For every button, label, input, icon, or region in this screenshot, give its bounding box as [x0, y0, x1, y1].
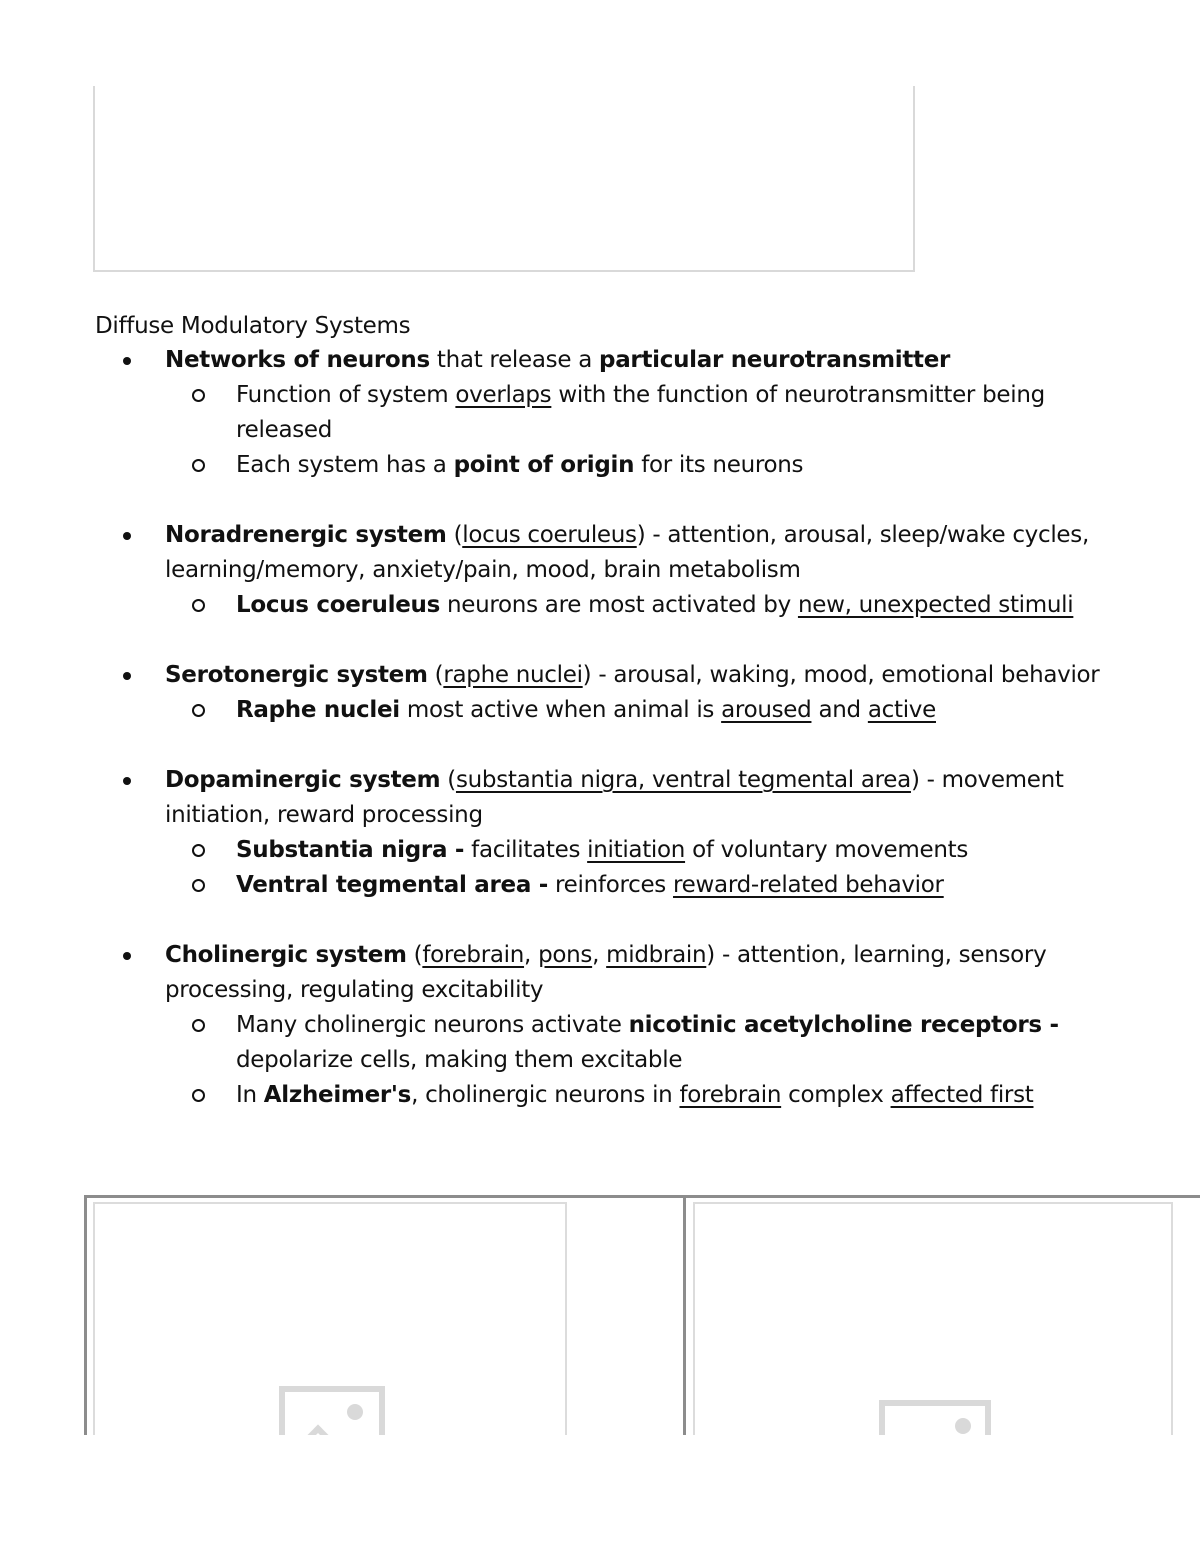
underlined-term: substantia nigra, ventral tegmental area — [455, 767, 911, 793]
table-divider — [683, 1195, 686, 1455]
circle-bullet-icon — [192, 1089, 205, 1102]
circle-bullet-icon — [192, 459, 205, 472]
bold-term: Raphe nuclei — [236, 697, 400, 723]
subbullet-alzheimers — [0, 1078, 1200, 1113]
underlined-term: aroused — [721, 697, 812, 723]
text: Function of system — [236, 382, 456, 408]
bullet-list — [0, 343, 1200, 1113]
underlined-term: new, unexpected stimuli — [797, 592, 1074, 618]
bullet-dot-icon — [123, 777, 131, 785]
text: ) - movement initiation, reward processing — [165, 767, 1064, 828]
underlined-term: raphe nuclei — [443, 662, 583, 688]
text: ( — [446, 522, 463, 548]
text: neurons are most activated by — [439, 592, 798, 618]
text: most active when animal is — [399, 697, 722, 723]
text: ( — [406, 942, 423, 968]
bold-term: Locus coeruleus — [236, 592, 440, 618]
bullet-dopaminergic — [0, 763, 1200, 833]
circle-bullet-icon — [192, 599, 205, 612]
underlined-term: overlaps — [455, 382, 552, 408]
bold-term: Networks of neurons — [165, 347, 430, 373]
text: , — [592, 942, 607, 968]
text: that release a — [429, 347, 600, 373]
sun-icon — [347, 1404, 363, 1420]
bold-term: Serotonergic system — [165, 662, 428, 688]
image-placeholder-top — [93, 86, 915, 272]
underlined-term: initiation — [587, 837, 686, 863]
subbullet-nicotinic — [0, 1008, 1200, 1078]
bullet-dot-icon — [123, 672, 131, 680]
text: In — [236, 1082, 264, 1108]
page-bottom-margin — [0, 1435, 1200, 1553]
underlined-term: reward-related behavior — [673, 872, 944, 898]
circle-bullet-icon — [192, 1019, 205, 1032]
bold-term: Cholinergic system — [165, 942, 407, 968]
text: , — [524, 942, 539, 968]
text: ) - attention, learning, sensory processing, regulating excitability — [165, 942, 1047, 1003]
bold-term: Substantia nigra - — [236, 837, 465, 863]
bold-term: Dopaminergic system — [165, 767, 441, 793]
underlined-term: pons — [538, 942, 593, 968]
underlined-term: active — [867, 697, 936, 723]
text: reinforces — [548, 872, 674, 898]
text: facilitates — [464, 837, 588, 863]
bold-term: Noradrenergic system — [165, 522, 447, 548]
text: ) - arousal, waking, mood, emotional behavior — [582, 662, 1100, 688]
text: Each system has a — [236, 452, 454, 478]
circle-bullet-icon — [192, 844, 205, 857]
underlined-term: midbrain — [606, 942, 707, 968]
image-placeholder-right — [693, 1202, 1173, 1462]
underlined-term: affected first — [890, 1082, 1034, 1108]
bold-term: particular neurotransmitter — [599, 347, 951, 373]
text: of voluntary movements — [685, 837, 969, 863]
text: ) - attention, arousal, sleep/wake cycles, learning/memory, anxiety/pain, mood, brain metabolism — [165, 522, 1089, 583]
subbullet-overlaps — [0, 378, 1200, 448]
text: Many cholinergic neurons activate — [236, 1012, 629, 1038]
text: and — [811, 697, 868, 723]
subbullet-locus-coeruleus — [0, 588, 1200, 623]
text: complex — [781, 1082, 891, 1108]
bullet-dot-icon — [123, 952, 131, 960]
text: with the function of neurotransmitter being released — [236, 382, 1045, 443]
text: for its neurons — [634, 452, 804, 478]
underlined-term: forebrain — [679, 1082, 782, 1108]
subbullet-raphe-nuclei — [0, 693, 1200, 728]
bold-term: Alzheimer's — [263, 1082, 412, 1108]
underlined-term: forebrain — [422, 942, 525, 968]
subbullet-ventral-tegmental — [0, 868, 1200, 903]
section-heading: Diffuse Modulatory Systems — [95, 313, 411, 339]
text: depolarize cells, making them excitable — [236, 1047, 683, 1073]
circle-bullet-icon — [192, 879, 205, 892]
text: ( — [440, 767, 456, 793]
subbullet-point-of-origin — [0, 448, 1200, 483]
bullet-dot-icon — [123, 532, 131, 540]
circle-bullet-icon — [192, 704, 205, 717]
underlined-term: locus coeruleus — [462, 522, 637, 548]
bullet-dot-icon — [123, 357, 131, 365]
bullet-serotonergic — [0, 658, 1200, 693]
bullet-networks — [0, 343, 1200, 378]
bold-term: point of origin — [453, 452, 635, 478]
text: , cholinergic neurons in — [411, 1082, 680, 1108]
bullet-cholinergic — [0, 938, 1200, 1008]
sun-icon — [955, 1418, 971, 1434]
image-placeholder-left — [93, 1202, 567, 1462]
text: ( — [427, 662, 444, 688]
bold-term: nicotinic acetylcholine receptors - — [628, 1012, 1059, 1038]
bold-term: Ventral tegmental area - — [236, 872, 549, 898]
bullet-noradrenergic — [0, 518, 1200, 588]
subbullet-substantia-nigra — [0, 833, 1200, 868]
circle-bullet-icon — [192, 389, 205, 402]
